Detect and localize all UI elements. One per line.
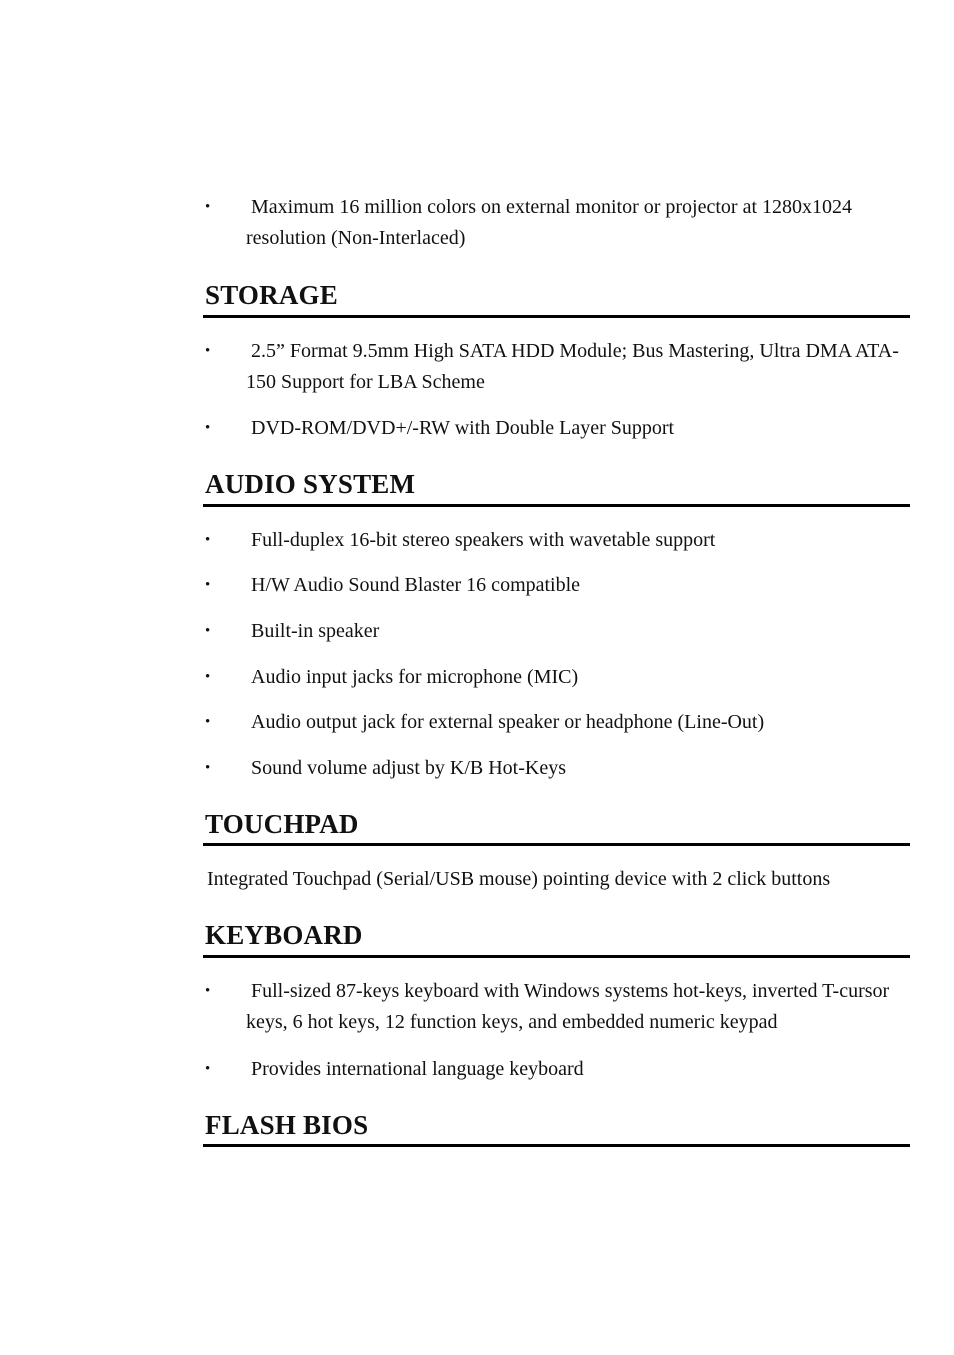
list-item (205, 662, 905, 693)
section-heading-touchpad: TOUCHPAD (205, 809, 359, 839)
section-divider (203, 315, 910, 318)
list-item-text: Built-in speaker (251, 620, 380, 642)
touchpad-description: Integrated Touchpad (Serial/USB mouse) pointing device with 2 click buttons (207, 868, 831, 890)
list-item-text: Provides international language keyboard (251, 1058, 584, 1080)
section-heading-audio-system: AUDIO SYSTEM (205, 469, 416, 499)
list-item (205, 1054, 905, 1085)
list-item (205, 570, 905, 601)
section-divider (203, 504, 910, 507)
list-item (205, 753, 905, 784)
section-heading-keyboard: KEYBOARD (205, 920, 363, 950)
bullet-icon: • (205, 623, 211, 639)
list-item-text: H/W Audio Sound Blaster 16 compatible (251, 574, 581, 596)
list-item (205, 707, 905, 738)
list-item-text: DVD-ROM/DVD+/-RW with Double Layer Support (251, 417, 675, 439)
list-item (205, 616, 905, 647)
bullet-icon: • (205, 577, 211, 593)
list-item (205, 192, 905, 254)
list-item-text: Audio input jacks for microphone (MIC) (251, 666, 579, 688)
bullet-icon: • (205, 983, 211, 999)
list-item-text: Audio output jack for external speaker or headphone (Line-Out) (251, 711, 765, 733)
bullet-icon: • (205, 669, 211, 685)
list-item (205, 525, 905, 556)
section-heading-storage: STORAGE (205, 280, 338, 310)
list-item (205, 976, 905, 1038)
bullet-icon: • (205, 760, 211, 776)
bullet-icon: • (205, 714, 211, 730)
list-item-text: Sound volume adjust by K/B Hot-Keys (251, 757, 566, 779)
bullet-icon: • (205, 532, 211, 548)
list-item-text: Full-duplex 16-bit stereo speakers with wavetable support (251, 529, 716, 551)
list-item-text: Maximum 16 million colors on external monitor or projector at 1280x1024 resolution (Non-Interlaced) (246, 196, 853, 249)
section-divider (203, 1144, 910, 1147)
bullet-icon: • (205, 1061, 211, 1077)
section-divider (203, 955, 910, 958)
bullet-icon: • (205, 420, 211, 436)
section-heading-flash-bios: FLASH BIOS (205, 1110, 369, 1140)
list-item (205, 336, 905, 398)
section-divider (203, 843, 910, 846)
list-item-text: 2.5” Format 9.5mm High SATA HDD Module; Bus Mastering, Ultra DMA ATA-150 Support for LBA Scheme (246, 340, 899, 393)
bullet-icon: • (205, 199, 211, 215)
bullet-icon: • (205, 343, 211, 359)
list-item-text: Full-sized 87-keys keyboard with Windows systems hot-keys, inverted T-cursor keys, 6 hot keys, 12 function keys, and embedded numeric keypad (246, 980, 890, 1033)
list-item (205, 413, 905, 444)
